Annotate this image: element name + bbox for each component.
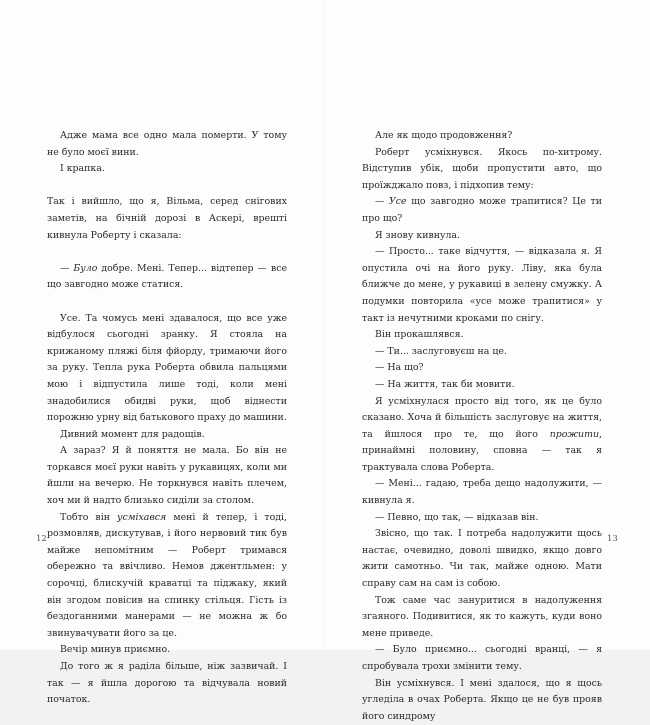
left-page	[0, 0, 325, 706]
italic-text: усміхався	[117, 511, 167, 523]
paragraph	[47, 510, 287, 643]
left-page-number: 12	[36, 534, 47, 544]
text-run: Вечір минув приємно.	[60, 644, 171, 656]
paragraph	[362, 526, 602, 592]
text-run: Але як щодо продовження?	[375, 130, 513, 141]
italic-text: Було	[73, 262, 98, 274]
paragraph	[362, 377, 602, 394]
text-run: До того ж я раділа більше, ніж зазвичай. І так — я йшла дорогою та відчувала новий початок.	[47, 661, 287, 706]
paragraph	[47, 311, 287, 427]
right-page	[325, 0, 650, 722]
text-run: — Мені... гадаю, треба дещо надолужити, — кивнула я.	[362, 478, 602, 507]
text-run: Я усміхнулася просто від того, як це було сказано. Хоча й більшість заслуговує на життя, та йшлося про те, що його	[362, 395, 602, 440]
paragraph	[362, 344, 602, 361]
paragraph	[47, 443, 287, 509]
paragraph	[47, 194, 287, 244]
paragraph	[47, 261, 287, 294]
text-run: Роберт усміхнувся. Якось по-хитрому. Відступив убік, щоби пропустити авто, що проїжджало повз, і підхопив тему:	[362, 146, 602, 191]
text-run: що завгодно може трапитися? Це ти про що?	[362, 196, 602, 224]
paragraph	[362, 128, 602, 145]
text-run: — На життя, так би мовити.	[375, 378, 515, 390]
paragraph	[47, 128, 287, 161]
text-run: —	[375, 196, 389, 208]
text-run: — Певно, що так, — відказав він.	[375, 511, 539, 523]
right-page-number: 13	[607, 534, 618, 544]
paragraph	[47, 642, 287, 659]
text-run: Дивний момент для радощів.	[60, 428, 205, 440]
paragraph	[47, 427, 287, 444]
text-run: Він усміхнувся. І мені здалося, що я щось угледіла в очах Роберта. Якщо це не був прояв його синдрому	[362, 677, 602, 722]
paragraph	[362, 360, 602, 377]
paragraph	[362, 145, 602, 195]
text-run: А зараз? Я й поняття не мала. Бо він не торкався моєї руки навіть у рукавицях, коли ми йшли на вечерю. Не торкнувся навіть плечем, хоч ми й надто близько сиділи за столом.	[47, 445, 287, 507]
left-page-text	[47, 128, 287, 709]
paragraph	[362, 642, 602, 675]
text-run: —	[60, 262, 74, 274]
text-run: — Ти... заслуговуєш на це.	[375, 345, 507, 357]
text-run: Він прокашлявся.	[375, 329, 464, 341]
text-run: Адже мама все одно мала померти. У тому не було моєї вини.	[47, 130, 287, 158]
text-run: Тобто він	[60, 511, 118, 523]
text-run: — На що?	[375, 362, 424, 374]
italic-text: прожити	[549, 428, 600, 440]
text-run: мені й тепер, і тоді, розмовляв, дискутував, і його нервовий тик був майже непомітним — Роберт тримався обережно та ввічливо. Немов джентльмен: у сорочці, блискучій краватці та піджаку, який він згодом повісив на спинку стільця. Гість із бездоганними манерами — не можна ж бо звинувачувати його за це.	[47, 511, 287, 639]
text-run: Я знову кивнула.	[375, 229, 461, 241]
paragraph	[362, 194, 602, 227]
italic-text: Усе	[389, 196, 407, 208]
paragraph	[47, 161, 287, 178]
text-run: Тож саме час зануритися в надолуження згаяного. Подивитися, як то кажуть, куди воно мене приведе.	[362, 594, 602, 639]
paragraph	[362, 593, 602, 643]
text-run: Звісно, що так. І потреба надолужити щось настає, очевидно, доволі швидко, якщо довго жити самотньо. Чи так, майже одною. Мати справу сам на сам із собою.	[362, 528, 602, 590]
paragraph	[362, 327, 602, 344]
paragraph	[362, 244, 602, 327]
paragraph	[362, 676, 602, 725]
paragraph	[362, 476, 602, 509]
text-run: Усе. Та чомусь мені здавалося, що все уже відбулося сьогодні зранку. Я стояла на крижаному пляжі біля фйорду, тримаючи його за руку. Тепла рука Роберта обвила пальцями мою і відпустила лише тоді, коли мені знадобилися обидві руки, щоб віднести порожню урну від батькового праху до машини.	[47, 312, 287, 424]
paragraph	[362, 510, 602, 527]
text-run: І крапка.	[60, 163, 105, 175]
paragraph	[47, 659, 287, 709]
paragraph	[362, 228, 602, 245]
right-page-text	[362, 128, 602, 725]
text-run: , принаймні половину, сповна — так я трактувала слова Роберта.	[362, 428, 602, 473]
text-run: добре. Мені. Тепер... відтепер — все що завгодно може статися.	[47, 262, 288, 291]
text-run: — Було приємно... сьогодні вранці, — я спробувала трохи змінити тему.	[362, 644, 602, 672]
paragraph	[362, 394, 602, 477]
text-run: — Просто... таке відчуття, — відказала я. Я опустила очі на його руку. Ліву, яка була ближче до мене, у рукавиці в зелену смужку. А подумки повторила «усе може трапитися» у такт із нечутними кроками по снігу.	[362, 246, 602, 324]
text-run: Так і вийшло, що я, Вільма, серед снігових заметів, на бічній дорозі в Аскері, врешті кивнула Роберту і сказала:	[47, 196, 287, 241]
